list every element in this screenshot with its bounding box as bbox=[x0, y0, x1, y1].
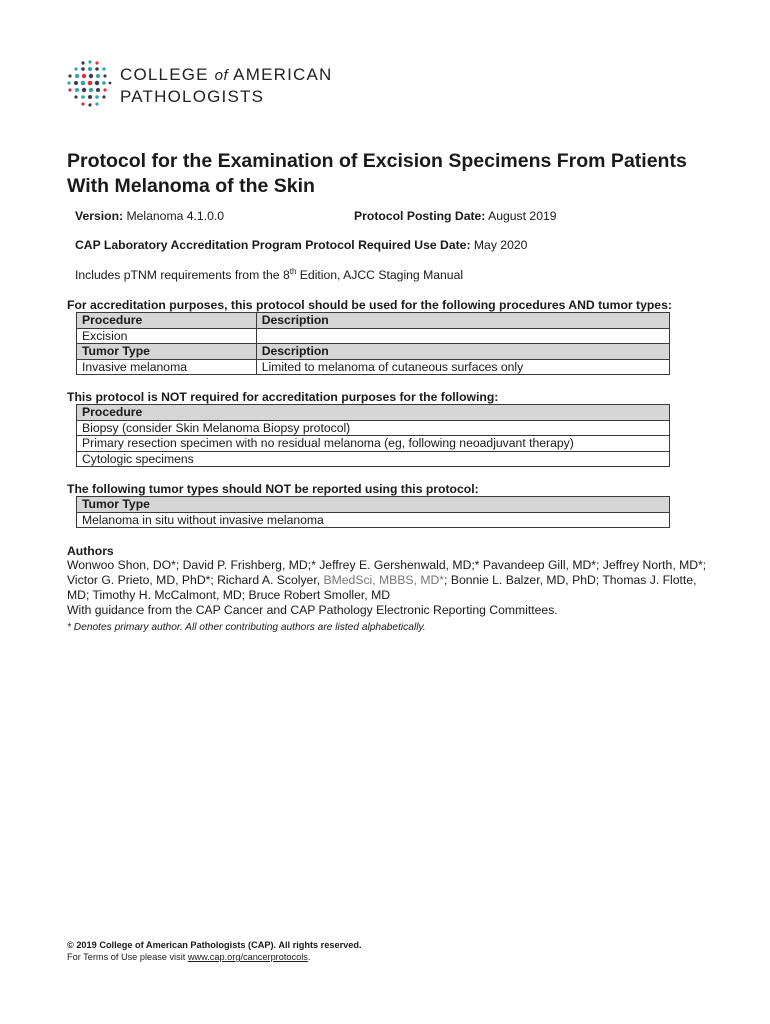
table-header-row bbox=[77, 405, 670, 421]
cap-logo bbox=[66, 60, 333, 110]
guidance-line: With guidance from the CAP Cancer and CAP Pathology Electronic Reporting Committees. bbox=[67, 603, 558, 617]
document-title: Protocol for the Examination of Excision Specimens From Patients With Melanoma of the Skin bbox=[67, 150, 687, 197]
not-required-heading: This protocol is NOT required for accreditation purposes for the following: bbox=[67, 390, 499, 404]
procedure-header: Procedure bbox=[77, 313, 257, 329]
authors-heading: Authors bbox=[67, 544, 114, 558]
not-reported-table bbox=[76, 496, 670, 528]
description-cell: Limited to melanoma of cutaneous surfaces only bbox=[256, 359, 669, 375]
table-header-row bbox=[77, 344, 670, 360]
accreditation-table bbox=[76, 312, 670, 375]
description-header: Description bbox=[256, 313, 669, 329]
table-row bbox=[77, 420, 670, 436]
tumor-type-header: Tumor Type bbox=[77, 497, 670, 513]
primary-author-note: * Denotes primary author. All other contributing authors are listed alphabetically. bbox=[67, 622, 426, 633]
not-required-table bbox=[76, 404, 670, 467]
table-row bbox=[77, 451, 670, 467]
ptnm-line: Includes pTNM requirements from the 8th Edition, AJCC Staging Manual bbox=[75, 267, 464, 283]
required-use-line: CAP Laboratory Accreditation Program Protocol Required Use Date: May 2020 bbox=[75, 238, 528, 252]
cap-dot-matrix-logo-icon bbox=[66, 60, 112, 110]
logo-line-2: PATHOLOGISTS bbox=[120, 87, 265, 106]
tumor-type-cell: Melanoma in situ without invasive melanoma bbox=[77, 512, 670, 528]
description-header: Description bbox=[256, 344, 669, 360]
procedure-cell: Excision bbox=[77, 328, 257, 344]
cancer-protocols-link[interactable]: www.cap.org/cancerprotocols bbox=[187, 952, 308, 962]
procedure-cell: Cytologic specimens bbox=[77, 451, 670, 467]
footer bbox=[67, 939, 362, 963]
copyright: © 2019 College of American Pathologists (CAP). All rights reserved. bbox=[67, 940, 362, 950]
accreditation-heading: For accreditation purposes, this protocol should be used for the following procedures AND tumor types: bbox=[67, 298, 672, 312]
table-header-row bbox=[77, 313, 670, 329]
table-row bbox=[77, 512, 670, 528]
logo-wordmark bbox=[120, 64, 333, 107]
procedure-cell: Primary resection specimen with no residual melanoma (eg, following neoadjuvant therapy) bbox=[77, 436, 670, 452]
authors-list: Wonwoo Shon, DO*; David P. Frishberg, MD;* Jeffrey E. Gershenwald, MD;* Pavandeep Gill, MD*; Jeffrey North, MD*; Victor G. Prieto, MD, PhD*; Richard A. Scolyer, BMedSci, MBBS, MD*; Bonnie L. Balzer, MD, PhD; Thomas J. Flotte, MD; Timothy H. McCalmont, MD; Bruce Robert Smoller, MD bbox=[67, 558, 707, 602]
not-reported-heading: The following tumor types should NOT be reported using this protocol: bbox=[67, 482, 479, 496]
procedure-header: Procedure bbox=[77, 405, 670, 421]
table-row bbox=[77, 359, 670, 375]
table-row bbox=[77, 328, 670, 344]
tumor-type-cell: Invasive melanoma bbox=[77, 359, 257, 375]
table-row bbox=[77, 436, 670, 452]
posting-date-line: Protocol Posting Date: August 2019 bbox=[354, 209, 557, 223]
description-cell bbox=[256, 328, 669, 344]
tumor-type-header: Tumor Type bbox=[77, 344, 257, 360]
terms-of-use-line: For Terms of Use please visit www.cap.org/cancerprotocols. bbox=[67, 952, 311, 962]
table-header-row bbox=[77, 497, 670, 513]
logo-line-1: COLLEGE of AMERICAN bbox=[120, 65, 333, 84]
version-line: Version: Melanoma 4.1.0.0 bbox=[75, 209, 225, 223]
procedure-cell: Biopsy (consider Skin Melanoma Biopsy protocol) bbox=[77, 420, 670, 436]
